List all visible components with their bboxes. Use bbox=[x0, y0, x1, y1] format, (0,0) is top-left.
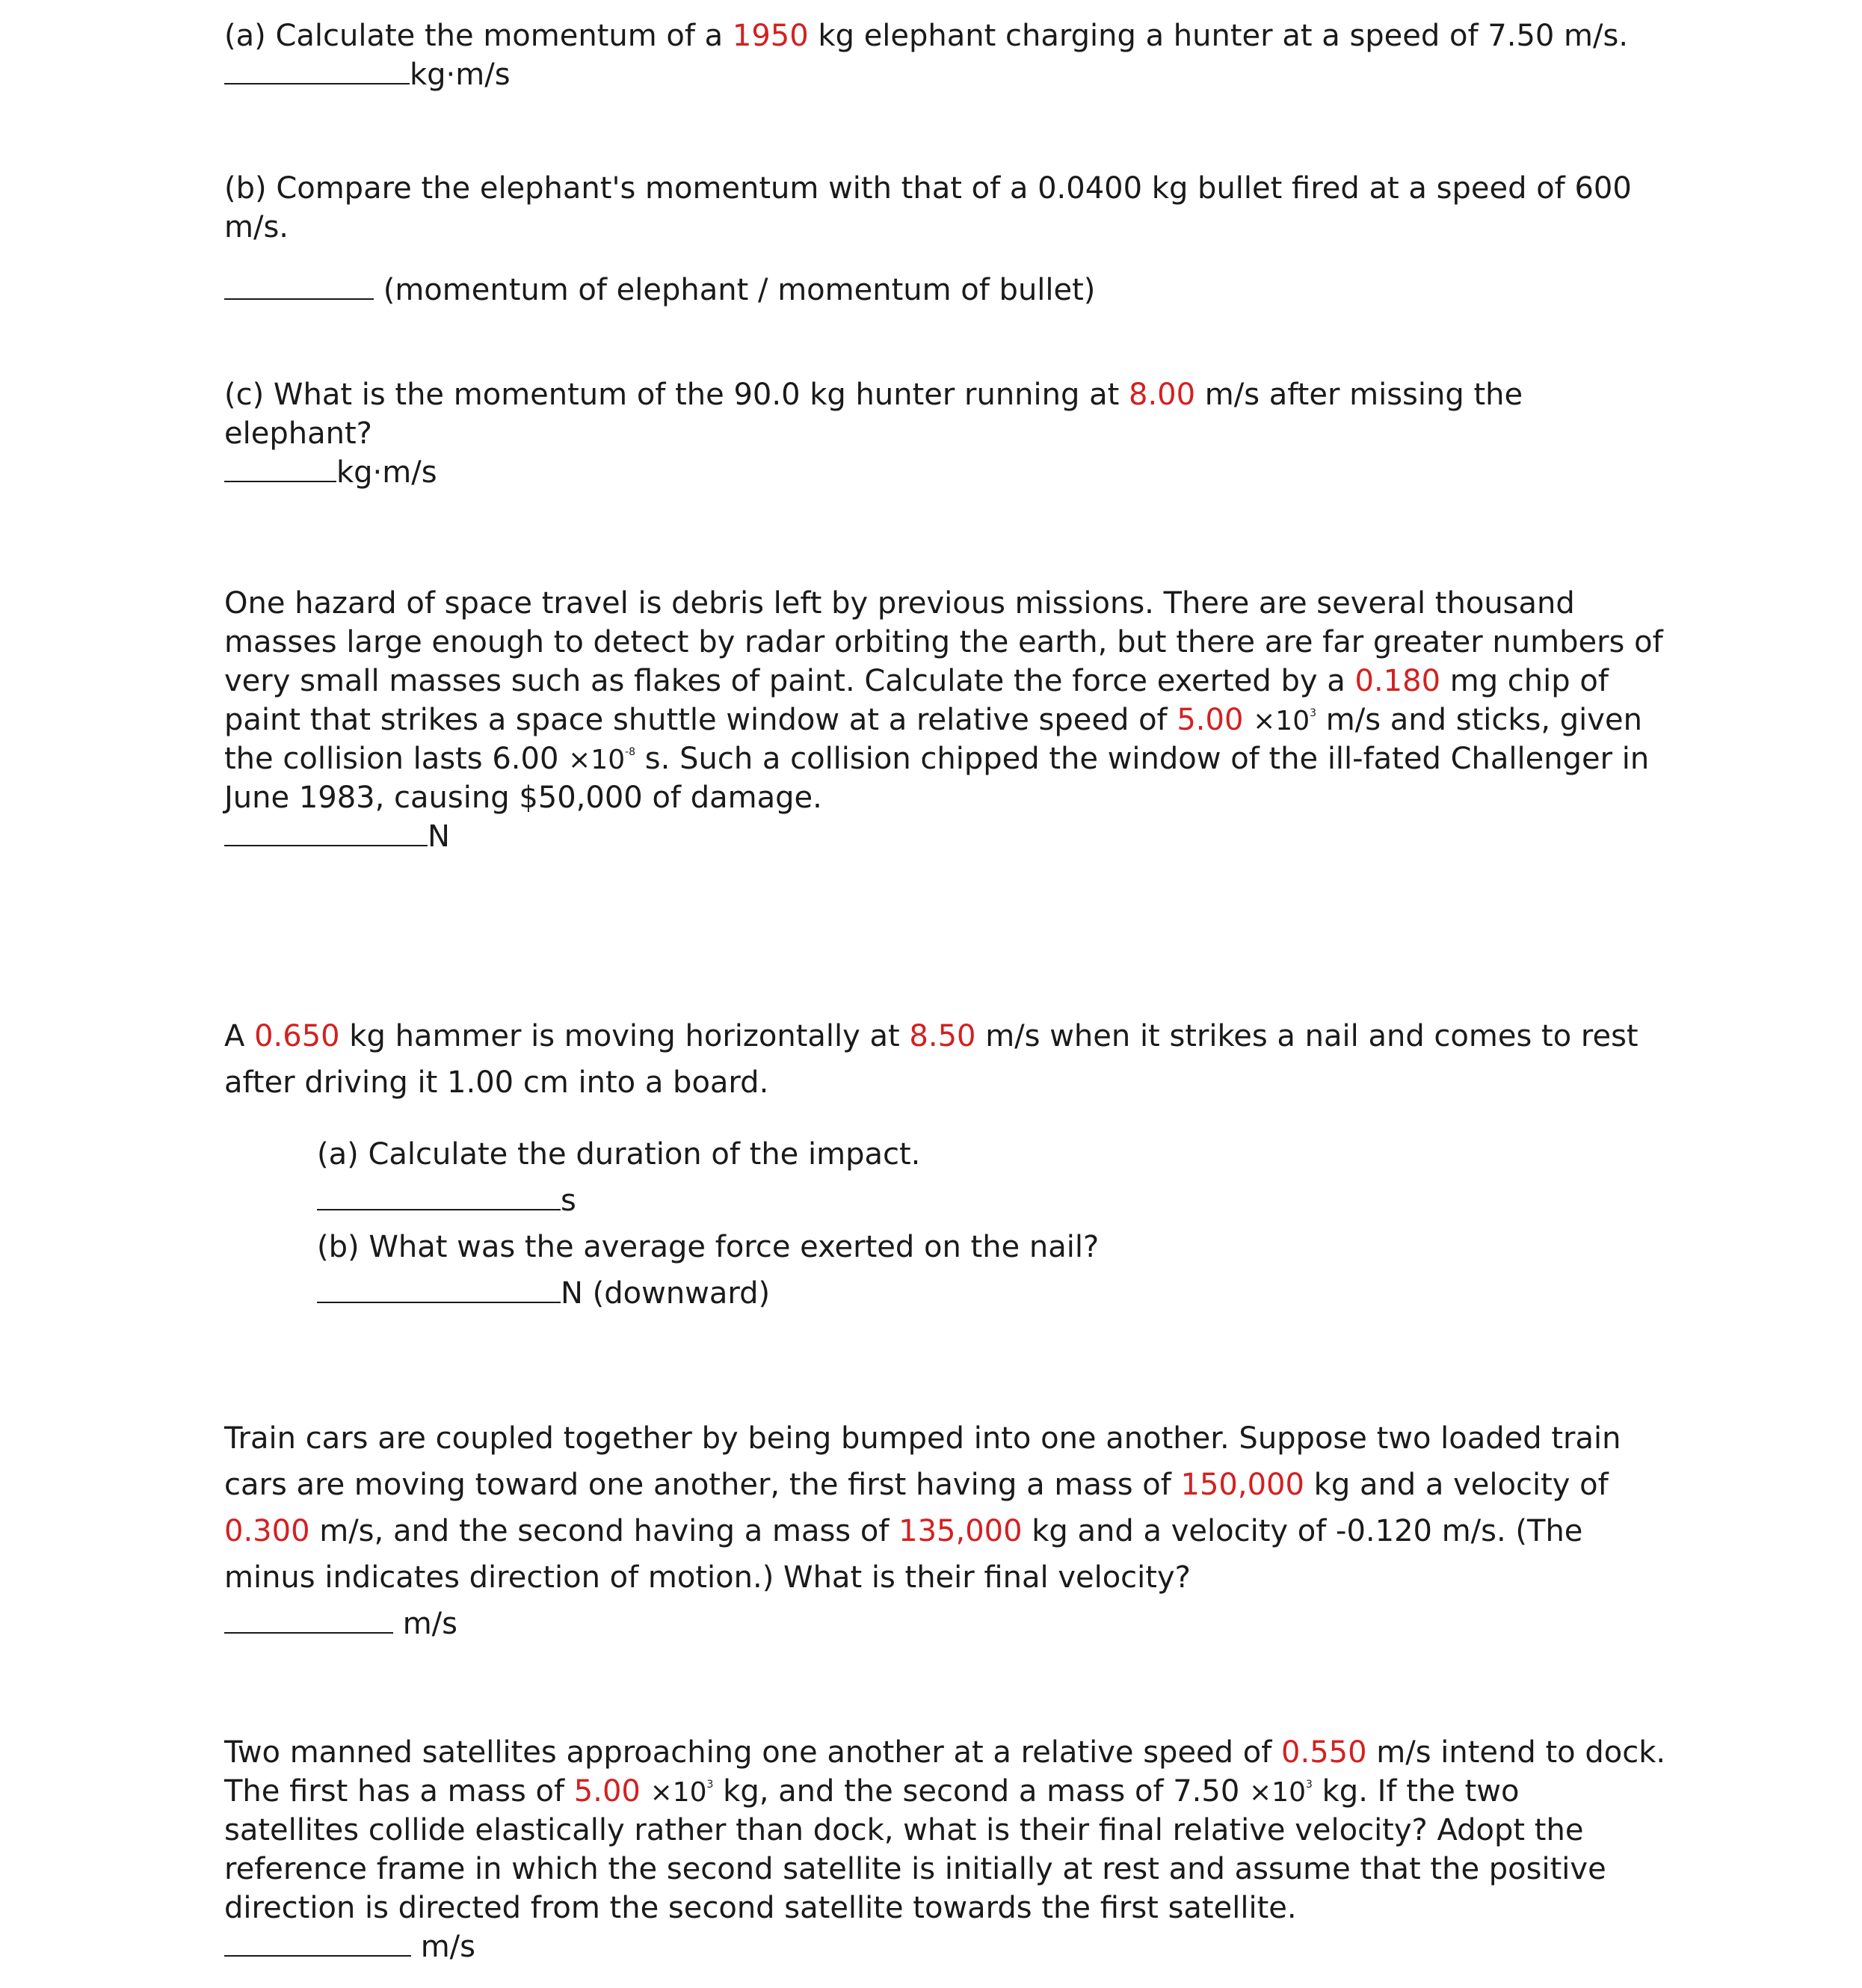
answer-b bbox=[224, 272, 1095, 308]
paint-speed-value: 5.00 bbox=[1177, 703, 1244, 737]
paragraph-line: One hazard of space travel is debris left by previous missions. There are several thousand bbox=[224, 586, 1575, 621]
paragraph-line: The first has a mass of $5.00 \times 10^3$ kg, and the second a mass of $7.50 \times 10^3$ kg. If the two bbox=[224, 1774, 1520, 1809]
paragraph-line: the collision lasts $6.00 \times 10^{-8}$ s. Such a collision chipped the window of the ill-fated Challenger in bbox=[224, 742, 1650, 776]
relative-speed-value: 0.550 bbox=[1281, 1735, 1367, 1770]
paragraph-line: reference frame in which the second satellite is initially at rest and assume that the positive bbox=[224, 1852, 1606, 1886]
unit-label: kg·m/s bbox=[336, 455, 437, 490]
hunter-speed-value: 8.00 bbox=[1129, 378, 1196, 412]
paragraph-line: 0.300 m/s, and the second having a mass of 135,000 kg and a velocity of -0.120 m/s. (The bbox=[224, 1514, 1583, 1548]
answer-c bbox=[224, 455, 437, 490]
answer-a bbox=[317, 1183, 576, 1219]
answer-blank-a[interactable] bbox=[317, 1187, 561, 1210]
paragraph-line: masses large enough to detect by radar orbiting the earth, but there are far greater numbers of bbox=[224, 625, 1663, 659]
paragraph-line: A 0.650 kg hammer is moving horizontally at 8.50 m/s when it strikes a nail and comes to rest bbox=[224, 1019, 1639, 1053]
paragraph-line: very small masses such as flakes of paint. Calculate the force exerted by a 0.180 mg chip of bbox=[224, 664, 1609, 698]
paint-mass-value: 0.180 bbox=[1354, 664, 1441, 698]
unit-label: N (downward) bbox=[561, 1276, 771, 1311]
answer-blank-b[interactable] bbox=[224, 276, 374, 300]
paragraph-line: Two manned satellites approaching one another at a relative speed of 0.550 m/s intend to dock. bbox=[224, 1735, 1666, 1770]
elephant-mass-value: 1950 bbox=[732, 19, 809, 53]
unit-label: N bbox=[428, 819, 450, 854]
answer bbox=[224, 1606, 457, 1642]
question-b-line2: m/s. bbox=[224, 210, 289, 244]
answer-blank[interactable] bbox=[224, 1610, 393, 1634]
unit-label: s bbox=[561, 1184, 576, 1218]
paragraph-line: satellites collide elastically rather than dock, what is their final relative velocity? Adopt the bbox=[224, 1813, 1584, 1847]
paragraph-line: paint that strikes a space shuttle window at a relative speed of $5.00 \times 10^3$ m/s and sticks, given bbox=[224, 703, 1642, 737]
answer bbox=[224, 819, 450, 855]
paragraph-line: minus indicates direction of motion.) What is their final velocity? bbox=[224, 1560, 1191, 1595]
answer-blank-c[interactable] bbox=[224, 458, 336, 482]
first-car-velocity-value: 0.300 bbox=[224, 1514, 310, 1548]
answer-blank[interactable] bbox=[224, 1933, 411, 1957]
answer-blank[interactable] bbox=[224, 822, 428, 846]
question-c-line2: elephant? bbox=[224, 416, 372, 451]
paragraph-line: Train cars are coupled together by being bumped into one another. Suppose two loaded train bbox=[224, 1421, 1621, 1456]
second-car-mass-value: 135,000 bbox=[898, 1514, 1023, 1548]
answer-a bbox=[224, 57, 511, 93]
answer-blank-b[interactable] bbox=[317, 1279, 561, 1303]
question-c: (c) What is the momentum of the 90.0 kg hunter running at 8.00 m/s after missing the bbox=[224, 378, 1523, 412]
hammer-mass-value: 0.650 bbox=[254, 1019, 340, 1053]
question-b-line1: (b) Compare the elephant's momentum with that of a 0.0400 kg bullet fired at a speed of 600 bbox=[224, 171, 1632, 206]
answer-blank-a[interactable] bbox=[224, 61, 410, 84]
question-b: (b) What was the average force exerted on the nail? bbox=[317, 1230, 1100, 1264]
unit-label: kg·m/s bbox=[410, 58, 511, 92]
paragraph-line: direction is directed from the second satellite towards the first satellite. bbox=[224, 1891, 1297, 1925]
answer-b bbox=[317, 1275, 770, 1311]
first-satellite-mass-value: 5.00 bbox=[573, 1774, 641, 1809]
unit-label: m/s bbox=[420, 1930, 475, 1964]
first-car-mass-value: 150,000 bbox=[1180, 1468, 1304, 1502]
unit-label: (momentum of elephant / momentum of bullet) bbox=[383, 273, 1096, 307]
paragraph-line: cars are moving toward one another, the first having a mass of 150,000 kg and a velocity of bbox=[224, 1468, 1609, 1502]
unit-label: m/s bbox=[402, 1607, 457, 1641]
answer bbox=[224, 1929, 475, 1965]
question-a: (a) Calculate the duration of the impact. bbox=[317, 1137, 921, 1172]
paragraph-line: after driving it 1.00 cm into a board. bbox=[224, 1065, 769, 1100]
question-a: (a) Calculate the momentum of a 1950 kg elephant charging a hunter at a speed of 7.50 m/s. bbox=[224, 19, 1629, 53]
hammer-speed-value: 8.50 bbox=[909, 1019, 976, 1053]
paragraph-line: June 1983, causing $50,000 of damage. bbox=[224, 781, 822, 815]
